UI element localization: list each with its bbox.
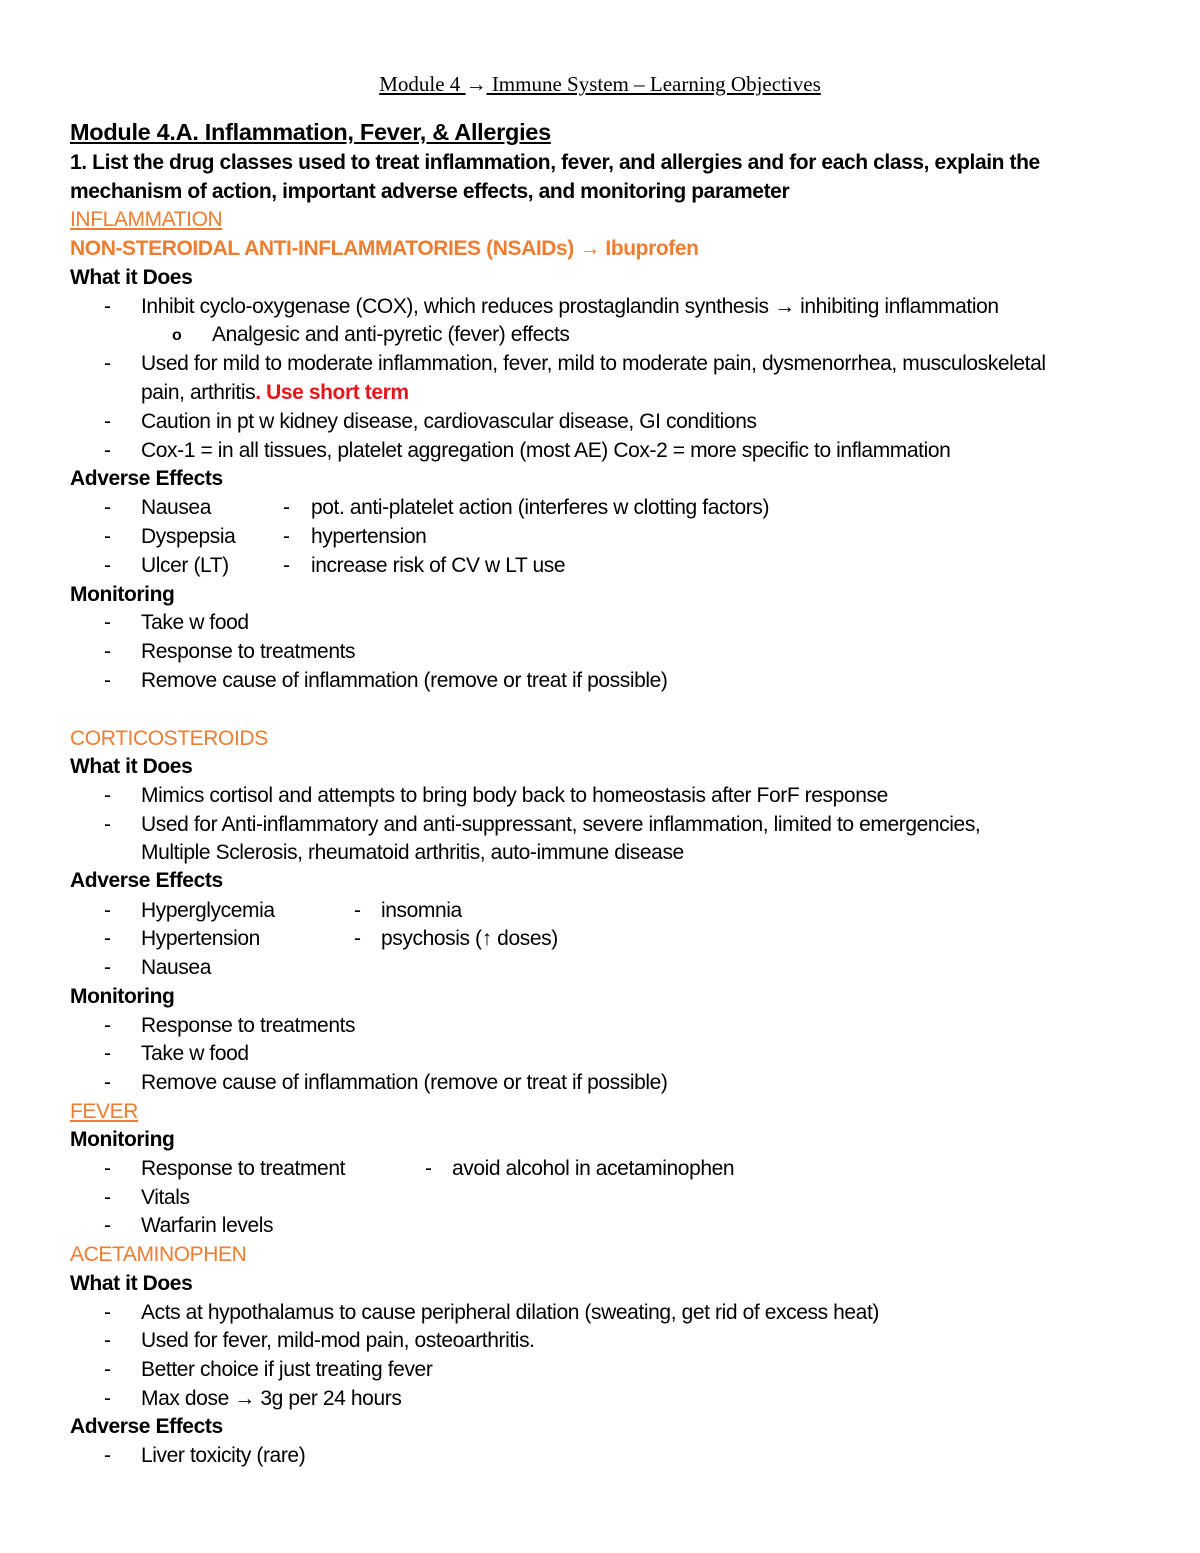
nsaids-heading-text: NON-STEROIDAL ANTI-INFLAMMATORIES (NSAIDs): [70, 237, 580, 260]
dash-icon: -: [104, 1071, 111, 1094]
nsaids-monitoring-item: Remove cause of inflammation (remove or treat if possible): [141, 669, 668, 692]
dash-icon: -: [104, 1301, 111, 1324]
nsaids-ae-label: Adverse Effects: [70, 467, 223, 490]
dash-icon: -: [104, 295, 111, 318]
dash-icon: -: [104, 1014, 111, 1037]
dash-icon: -: [104, 352, 111, 375]
cortico-what-item: Used for Anti-inflammatory and anti-suppressant, severe inflammation, limited to emergencies,: [141, 813, 981, 836]
dash-icon: -: [104, 554, 111, 577]
cortico-ae-item: Hyperglycemia: [141, 899, 275, 922]
nsaids-what-item: Cox-1 = in all tissues, platelet aggregation (most AE) Cox-2 = more specific to inflammation: [141, 439, 951, 462]
dash-icon: -: [104, 1358, 111, 1381]
nsaids-what-item: Caution in pt w kidney disease, cardiovascular disease, GI conditions: [141, 410, 757, 433]
objective-line-2: mechanism of action, important adverse effects, and monitoring parameter: [70, 180, 790, 203]
dash-icon: -: [104, 813, 111, 836]
dash-icon: -: [104, 1444, 111, 1467]
nsaids-what-item-continued: [141, 379, 409, 407]
cortico-ae-item: insomnia: [381, 899, 462, 922]
acetaminophen-what-item: Used for fever, mild-mod pain, osteoarthritis.: [141, 1329, 535, 1352]
nsaids-ae-item: pot. anti-platelet action (interferes w clotting factors): [311, 496, 770, 519]
fever-monitoring-note: avoid alcohol in acetaminophen: [452, 1157, 735, 1180]
nsaids-ae-item: increase risk of CV w LT use: [311, 554, 566, 577]
fever-monitoring-item: Vitals: [141, 1186, 190, 1209]
nsaids-what-item: [141, 293, 999, 321]
cortico-what-item: Mimics cortisol and attempts to bring body back to homeostasis after ForF response: [141, 784, 888, 807]
nsaids-what-text-end: inhibiting inflammation: [794, 295, 999, 318]
dash-icon: -: [104, 956, 111, 979]
nsaids-what-text: Inhibit cyclo-oxygenase (COX), which reduces prostaglandin synthesis: [141, 295, 775, 318]
dash-icon: -: [104, 410, 111, 433]
cortico-monitoring-label: Monitoring: [70, 985, 175, 1008]
nsaids-heading: [70, 235, 699, 263]
nsaids-ae-item: Ulcer (LT): [141, 554, 229, 577]
dash-icon: -: [104, 1329, 111, 1352]
dash-icon: -: [104, 1214, 111, 1237]
arrow-icon: →: [579, 237, 600, 260]
title-text-start: Module 4: [379, 72, 466, 96]
corticosteroids-heading: CORTICOSTEROIDS: [70, 727, 268, 750]
dash-icon: -: [104, 640, 111, 663]
dash-icon: -: [104, 525, 111, 548]
cortico-what-item-continued: Multiple Sclerosis, rheumatoid arthritis, auto-immune disease: [141, 841, 684, 864]
cortico-ae-item: Hypertension: [141, 927, 260, 950]
dash-icon: -: [283, 554, 290, 577]
dash-icon: -: [104, 784, 111, 807]
dash-icon: -: [104, 669, 111, 692]
dash-icon: -: [104, 439, 111, 462]
max-dose-value: 3g per 24 hours: [254, 1387, 402, 1410]
dash-icon: -: [104, 1042, 111, 1065]
cortico-monitoring-item: Remove cause of inflammation (remove or treat if possible): [141, 1071, 668, 1094]
cortico-monitoring-item: Take w food: [141, 1042, 249, 1065]
dash-icon: -: [104, 496, 111, 519]
nsaids-ae-item: Nausea: [141, 496, 211, 519]
dash-icon: -: [354, 899, 361, 922]
nsaids-ae-item: Dyspepsia: [141, 525, 236, 548]
dash-icon: -: [283, 496, 290, 519]
nsaids-drug-name: Ibuprofen: [599, 237, 699, 260]
dash-icon: -: [104, 899, 111, 922]
circle-bullet-icon: o: [172, 327, 182, 344]
cortico-what-label: What it Does: [70, 755, 193, 778]
cortico-ae-label: Adverse Effects: [70, 869, 223, 892]
dash-icon: -: [425, 1157, 432, 1180]
fever-heading: FEVER: [70, 1100, 139, 1123]
nsaids-monitoring-item: Take w food: [141, 611, 249, 634]
acetaminophen-heading: ACETAMINOPHEN: [70, 1243, 247, 1266]
cortico-ae-item: Nausea: [141, 956, 211, 979]
fever-monitoring-item: Warfarin levels: [141, 1214, 274, 1237]
objective-line-1: 1. List the drug classes used to treat inflammation, fever, and allergies and for each class, explain the: [70, 151, 1040, 174]
nsaids-what-item: Used for mild to moderate inflammation, fever, mild to moderate pain, dysmenorrhea, musculoskeletal: [141, 352, 1046, 375]
max-dose-text: Max dose: [141, 1387, 235, 1410]
dash-icon: -: [104, 1186, 111, 1209]
module-heading: Module 4.A. Inflammation, Fever, & Allergies: [70, 119, 551, 145]
dash-icon: -: [283, 525, 290, 548]
arrow-icon: →: [465, 72, 487, 96]
nsaids-ae-item: hypertension: [311, 525, 427, 548]
dash-icon: -: [104, 927, 111, 950]
document-title: [0, 70, 1200, 98]
dash-icon: -: [354, 927, 361, 950]
fever-monitoring-label: Monitoring: [70, 1128, 175, 1151]
fever-monitoring-item: Response to treatment: [141, 1157, 346, 1180]
acetaminophen-what-item: Better choice if just treating fever: [141, 1358, 433, 1381]
acetaminophen-ae-label: Adverse Effects: [70, 1415, 223, 1438]
acetaminophen-what-item: [141, 1385, 401, 1413]
nsaids-what-subitem: Analgesic and anti-pyretic (fever) effects: [212, 323, 570, 346]
nsaids-monitoring-label: Monitoring: [70, 583, 175, 606]
dash-icon: -: [104, 1157, 111, 1180]
inflammation-heading: INFLAMMATION: [70, 208, 223, 231]
acetaminophen-ae-item: Liver toxicity (rare): [141, 1444, 306, 1467]
cortico-ae-item: psychosis (↑ doses): [381, 927, 558, 950]
cortico-monitoring-item: Response to treatments: [141, 1014, 356, 1037]
acetaminophen-what-label: What it Does: [70, 1272, 193, 1295]
short-term-warning: . Use short term: [255, 381, 409, 404]
arrow-icon: →: [774, 295, 795, 318]
nsaids-what-text: pain, arthritis: [141, 381, 256, 404]
title-text-end: Immune System – Learning Objectives: [486, 72, 821, 96]
dash-icon: -: [104, 1387, 111, 1410]
dash-icon: -: [104, 611, 111, 634]
nsaids-what-label: What it Does: [70, 266, 193, 289]
nsaids-monitoring-item: Response to treatments: [141, 640, 356, 663]
acetaminophen-what-item: Acts at hypothalamus to cause peripheral dilation (sweating, get rid of excess heat): [141, 1301, 879, 1324]
arrow-icon: →: [234, 1387, 255, 1410]
